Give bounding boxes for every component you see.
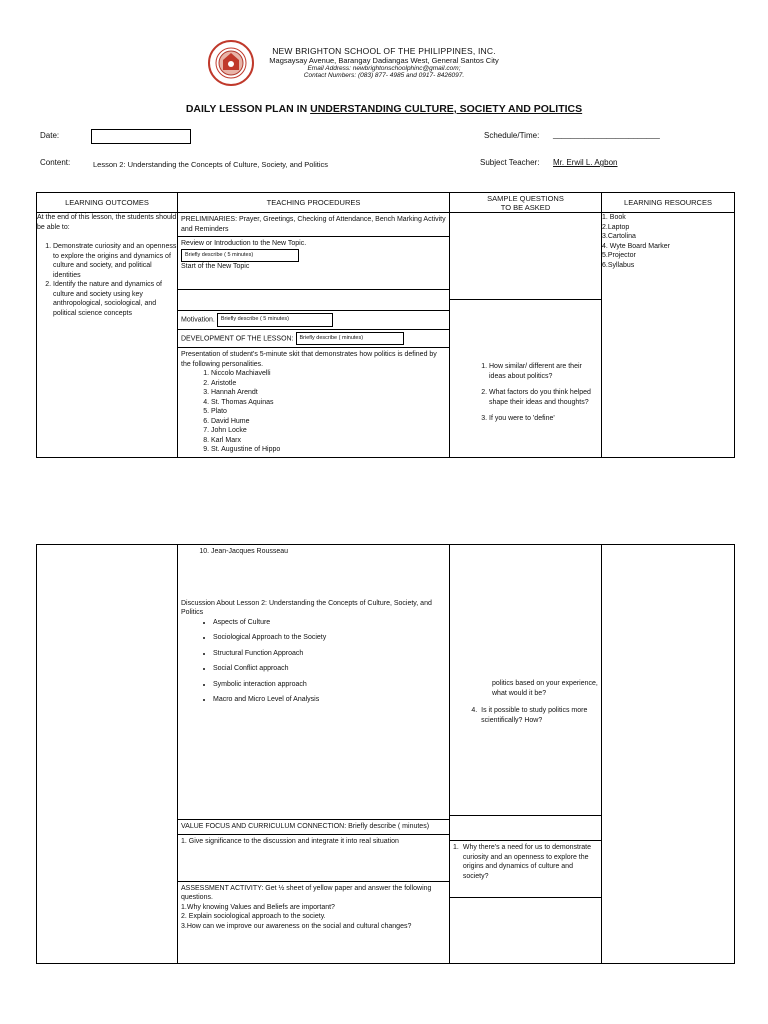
title-subject: UNDERSTANDING CULTURE, SOCIETY AND POLITICS [310,103,583,115]
topic-item: • Aspects of Culture [213,618,446,628]
personality-item: 5. Plato [211,407,446,417]
schedule-value: ________________________ [553,130,660,139]
outcome-item: 1. Demonstrate curiosity and an openness to explore the origins and dynamics of culture and society, and political identities [53,242,177,280]
header-outcomes: LEARNING OUTCOMES [37,193,178,213]
question-number: 1. [453,844,459,851]
schedule-label: Schedule/Time: [484,131,540,140]
procedures-cell-cont [178,545,450,964]
resources-cell-cont [602,545,735,964]
school-address: Magsaysay Avenue, Barangay Dadiangas West, General Santos City [269,56,499,65]
lesson-table-page2 [36,544,735,964]
significance-text: 1. Give significance to the discussion and integrate it into real situation [178,835,449,882]
development-label: DEVELOPMENT OF THE LESSON: [181,335,294,343]
content-label: Content: [40,158,71,167]
page-title [0,103,768,115]
presentation-section [178,348,449,457]
review-section [178,237,449,290]
resource-item: 2.Laptop [602,223,630,231]
header-resources: LEARNING RESOURCES [602,193,735,213]
date-field[interactable] [91,129,191,144]
personality-item: 3. Hannah Arendt [211,388,446,398]
question-item: 2. What factors do you think helped shape their ideas and thoughts? [489,388,598,407]
resource-item: 3.Cartolina [602,233,636,240]
presentation-text: Presentation of student's 5-minute skit that demonstrates how politics is defined by the following personalities. [181,351,437,368]
questions-list [450,300,601,426]
discussion-section [178,545,449,819]
content-value: Lesson 2: Understanding the Concepts of Culture, Society, and Politics [93,160,328,169]
school-header [0,46,768,79]
topic-item: • Social Conflict approach [213,664,446,674]
assessment-section [178,882,449,934]
question-item: 3. If you were to 'define' [489,414,598,424]
lesson-table-page1 [36,192,735,458]
question-item: Is it possible to study politics more scientifically? How? [481,707,588,724]
value-focus: VALUE FOCUS AND CURRICULUM CONNECTION: Briefly describe ( minutes) [178,819,449,835]
topic-item: • Sociological Approach to the Society [213,633,446,643]
questions-cont [450,545,601,816]
resource-item: 4. Wyte Board Marker [602,242,671,250]
value-question [450,840,601,898]
personality-item: 6. David Hume [211,417,446,427]
outcome-item: 2. Identify the nature and dynamics of culture and society using key anthropological, sociological, and political science concepts [53,280,177,318]
title-prefix: DAILY LESSON PLAN IN [185,103,311,115]
header-questions [450,193,602,213]
outcomes-cell-cont [37,545,178,964]
question-continued: politics based on your experience, what would it be? [492,680,598,697]
teacher-label: Subject Teacher: [480,158,540,167]
topic-item: • Symbolic interaction approach [213,680,446,690]
resource-item: 1. Book [602,214,626,221]
motivation-label: Motivation. [181,316,215,324]
preliminaries: PRELIMINARIES: Prayer, Greetings, Checking of Attendance, Bench Marking Activity and Reminders [178,213,449,237]
personality-item: 8. Karl Marx [211,436,446,446]
review-label: Review or Introduction to the New Topic. [181,240,307,247]
question-item: 1. How similar/ different are their ideas about politics? [489,362,598,381]
question-number: 4. [471,707,478,714]
school-name: NEW BRIGHTON SCHOOL OF THE PHILIPPINES, INC. [272,46,496,56]
review-description-box[interactable]: Briefly describe ( 5 minutes) [181,249,299,263]
school-contact: Contact Numbers: (083) 877- 4985 and 0917- 8426097. [303,72,465,79]
resources-cell [602,213,735,458]
personality-item: 7. John Locke [211,426,446,436]
question-item: Why there's a need for us to demonstrate curiosity and an openness to explore the origins and dynamics of culture and society? [462,844,592,880]
development-section [178,330,449,349]
discussion-text: Discussion About Lesson 2: Understanding the Concepts of Culture, Society, and Politics [181,599,432,616]
resource-item: 6.Syllabus [602,261,635,269]
personality-item: 10. Jean-Jacques Rousseau [211,547,446,557]
outcomes-intro: At the end of this lesson, the students should be able to: [37,214,177,231]
date-label: Date: [40,131,60,140]
procedures-cell [178,213,450,458]
school-email: Email Address: newbrightonschoolphinc@gmail.com; [307,65,461,72]
header-procedures: TEACHING PROCEDURES [178,193,450,213]
personality-item: 2. Aristotle [211,379,446,389]
motivation-section [178,311,449,330]
header-questions-line2: TO BE ASKED [500,202,551,212]
motivation-description-box[interactable]: Briefly describe ( 5 minutes) [217,313,333,327]
assessment-question: 3.How can we improve our awareness on the social and cultural changes? [181,922,412,930]
personality-item: 1. Niccolo Machiavelli [211,369,446,379]
questions-cell-cont [450,545,602,964]
teacher-value: Mr. Erwil L. Agbon [553,158,618,167]
resource-item: 5.Projector [602,252,636,259]
assessment-question: 2. Explain sociological approach to the society. [181,913,326,920]
assessment-question: 1.Why knowing Values and Beliefs are important? [181,903,335,911]
personality-item: 4. St. Thomas Aquinas [211,398,446,408]
start-new-topic: Start of the New Topic [181,263,250,270]
topic-item: • Macro and Micro Level of Analysis [213,695,446,705]
assessment-text: ASSESSMENT ACTIVITY: Get ½ sheet of yellow paper and answer the following questions. [181,884,432,901]
personality-item: 9. St. Augustine of Hippo [211,445,446,455]
outcomes-cell [37,213,178,458]
development-description-box[interactable]: Briefly describe ( minutes) [296,332,404,346]
header-questions-line1: SAMPLE QUESTIONS [487,193,564,203]
topic-item: • Structural Function Approach [213,649,446,659]
questions-cell [450,213,602,458]
